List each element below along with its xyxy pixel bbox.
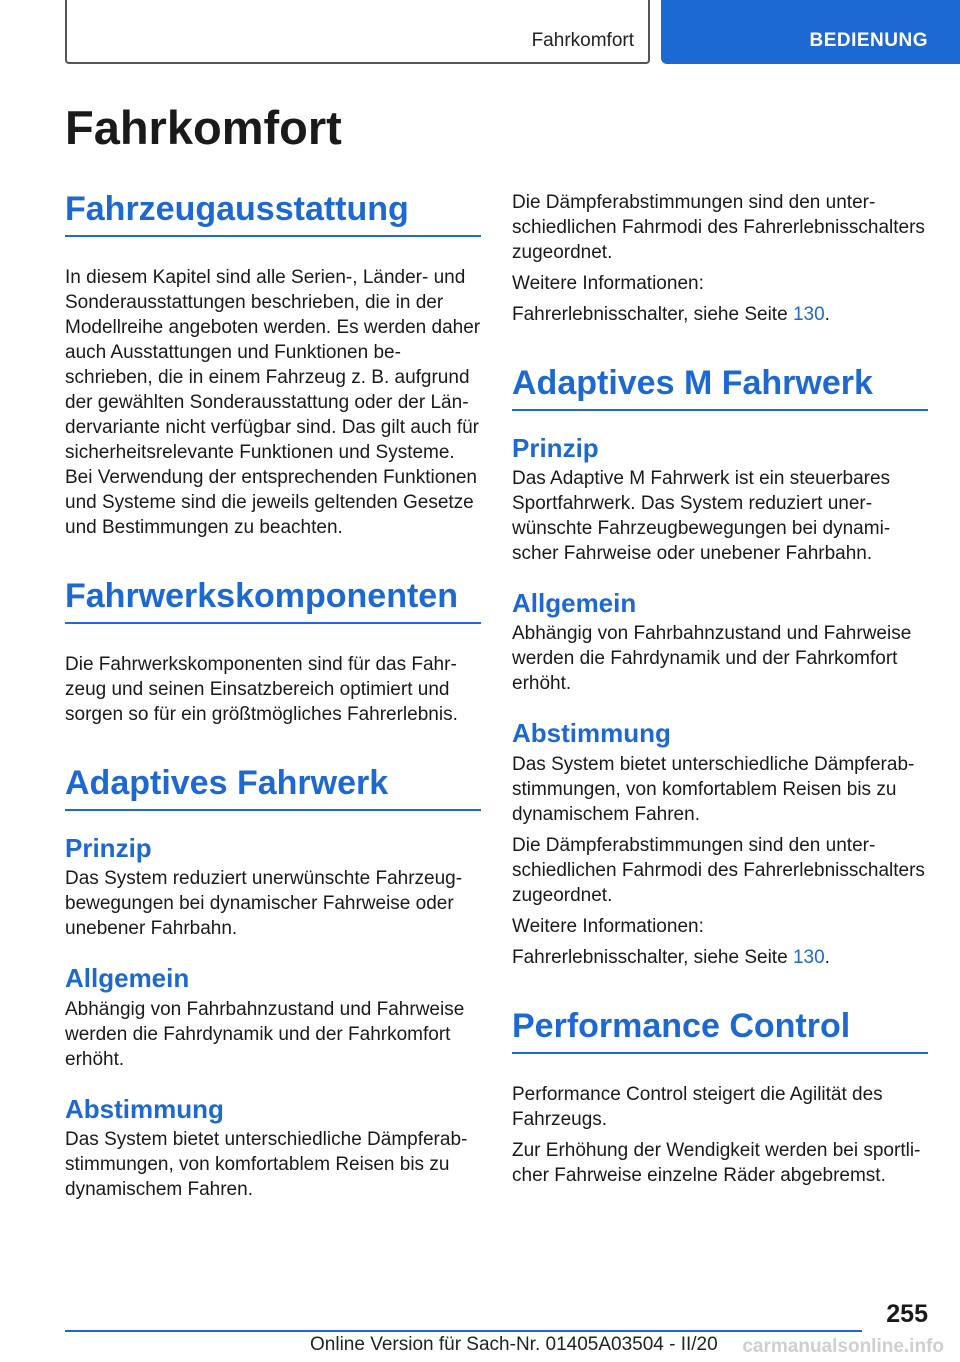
reference-line: Fahrerlebnisschalter, siehe Seite 130. xyxy=(512,304,830,325)
paragraph: Abhängig von Fahrbahnzustand und Fahrweise werden die Fahrdynamik und der Fahrkomfort erhöht. xyxy=(65,998,465,1070)
page-link[interactable]: 130 xyxy=(792,946,825,968)
paragraph: Das System bietet unterschiedliche Dämpferabstimmungen, von komfortablem Reisen bis zu dynamischem Fahren. xyxy=(65,1128,468,1200)
heading-fahrzeugausstattung: Fahrzeugausstattung xyxy=(65,190,481,237)
heading-adaptives-m-fahrwerk: Adaptives M Fahrwerk xyxy=(512,364,928,411)
subheading-allgemein: Allgemein xyxy=(65,963,190,994)
footer-version-text: Online Version für Sach-Nr. 01405A03504 - II/20 xyxy=(310,1334,718,1355)
page-link[interactable]: 130 xyxy=(792,304,825,325)
page-number: 255 xyxy=(886,1300,928,1328)
subheading-abstimmung: Abstimmung xyxy=(512,718,671,749)
heading-fahrwerkskomponenten: Fahrwerkskomponenten xyxy=(65,577,481,624)
paragraph: Das System reduziert unerwünschte Fahrzeugbewegungen bei dynamischer Fahrweise oder unebener Fahrbahn. xyxy=(65,868,463,940)
paragraph: Das System bietet unterschiedliche Dämpferabstimmungen, von komfortablem Reisen bis zu dynamischem Fahren. xyxy=(512,753,915,825)
paragraph: Das Adaptive M Fahrwerk ist ein steuerbares Sportfahrwerk. Das System reduziert unerwünschte Fahrzeugbewegungen bei dynamischer Fahrweise oder unebener Fahrbahn. xyxy=(512,468,891,565)
paragraph: Performance Control steigert die Agilität des Fahrzeugs. xyxy=(512,1083,883,1130)
paragraph: Weitere Informationen: xyxy=(512,273,704,294)
subheading-prinzip: Prinzip xyxy=(65,833,152,864)
reference-text: Fahrerlebnisschalter, siehe Seite xyxy=(512,304,793,325)
chapter-label: Fahrkomfort xyxy=(531,30,634,51)
watermark: carmanualsonline.info xyxy=(742,1336,944,1357)
section-label: BEDIENUNG xyxy=(809,30,928,51)
heading-adaptives-fahrwerk: Adaptives Fahrwerk xyxy=(65,764,481,811)
paragraph: Weitere Informationen: xyxy=(512,915,704,937)
paragraph: Die Dämpferabstimmungen sind den unterschiedlichen Fahrmodi des Fahrerlebnisschalters zugeordnet. xyxy=(512,192,925,263)
paragraph: Die Dämpferabstimmungen sind den unterschiedlichen Fahrmodi des Fahrerlebnisschalters zugeordnet. xyxy=(512,834,925,906)
reference-line: Fahrerlebnisschalter, siehe Seite 130. xyxy=(512,946,830,968)
left-column xyxy=(65,190,481,1202)
paragraph: Zur Erhöhung der Wendigkeit werden bei sportlicher Fahrweise einzelne Räder abgebremst. xyxy=(512,1139,921,1186)
footer-divider xyxy=(65,1330,862,1332)
header-section-tab xyxy=(661,0,960,64)
paragraph: Abhängig von Fahrbahnzustand und Fahrweise werden die Fahrdynamik und der Fahrkomfort erhöht. xyxy=(512,623,912,695)
subheading-prinzip: Prinzip xyxy=(512,433,599,464)
reference-text: Fahrerlebnisschalter, siehe Seite xyxy=(512,946,793,968)
subheading-abstimmung: Abstimmung xyxy=(65,1093,224,1124)
subheading-allgemein: Allgemein xyxy=(512,588,637,619)
heading-performance-control: Performance Control xyxy=(512,1007,928,1054)
paragraph: Die Fahrwerkskomponenten sind für das Fahrzeug und seinen Einsatzbereich optimiert und sorgen so für ein größtmögliches Fahrerlebnis. xyxy=(65,654,458,726)
page-title: Fahrkomfort xyxy=(65,101,342,154)
paragraph: In diesem Kapitel sind alle Serien-, Länder- und Sonderausstattungen beschrieben, die in der Modellreihe angeboten werden. Es werden daher auch Ausstattungen und Funktionen beschrieben, die in einem Fahrzeug z. B. aufgrund der gewählten Sonderausstattung oder der Ländervariante nicht verfügbar sind. Das gilt auch für sicherheitsrelevante Funktionen und Systeme. Bei Verwendung der entsprechenden Funktionen und Systeme sind die jeweils geltenden Gesetze und Bestimmungen zu beachten. xyxy=(65,267,481,539)
header-chapter-tab xyxy=(65,0,650,64)
right-column xyxy=(512,190,928,1188)
